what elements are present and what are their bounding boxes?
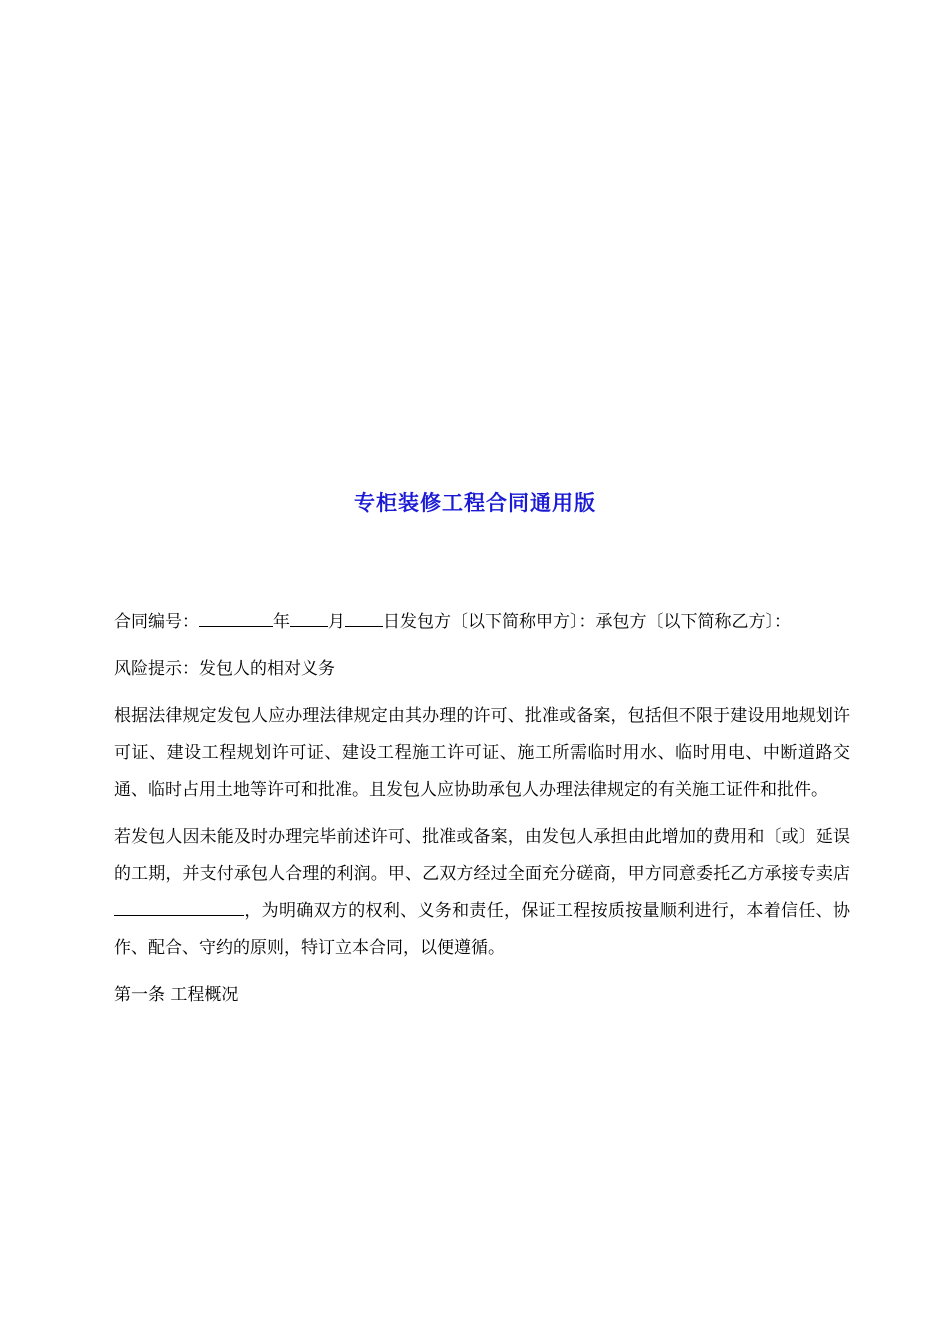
contract-number-blank[interactable]: [199, 608, 273, 627]
month-blank[interactable]: [290, 608, 328, 627]
store-name-blank[interactable]: [114, 897, 244, 916]
document-title: 专柜装修工程合同通用版: [354, 491, 596, 515]
month-label: 月: [328, 612, 345, 632]
paragraph-agreement: [114, 819, 850, 967]
document-body: [114, 604, 850, 1024]
risk-tip: 风险提示：发包人的相对义务: [114, 659, 335, 679]
contract-number-line: [114, 604, 850, 641]
section-heading-1: 第一条 工程概况: [114, 985, 239, 1005]
day-blank[interactable]: [345, 608, 383, 627]
year-label: 年: [273, 612, 290, 632]
parties-text: 日发包方〔以下简称甲方〕：承包方〔以下简称乙方〕：: [383, 612, 791, 632]
paragraph-agreement-part1: 若发包人因未能及时办理完毕前述许可、批准或备案，由发包人承担由此增加的费用和〔或〕延误的工期，并支付承包人合理的利润。甲、乙双方经过全面充分磋商，甲方同意委托乙方承接专卖店: [114, 827, 850, 884]
paragraph-agreement-part2: ，为明确双方的权利、义务和责任，保证工程按质按量顺利进行，本着信任、协作、配合、守约的原则，特订立本合同，以便遵循。: [114, 901, 850, 958]
paragraph-permits: 根据法律规定发包人应办理法律规定由其办理的许可、批准或备案，包括但不限于建设用地规划许可证、建设工程规划许可证、建设工程施工许可证、施工所需临时用水、临时用电、中断道路交通、临时占用土地等许可和批准。且发包人应协助承包人办理法律规定的有关施工证件和批件。: [114, 706, 850, 800]
contract-number-label: 合同编号：: [114, 612, 199, 632]
